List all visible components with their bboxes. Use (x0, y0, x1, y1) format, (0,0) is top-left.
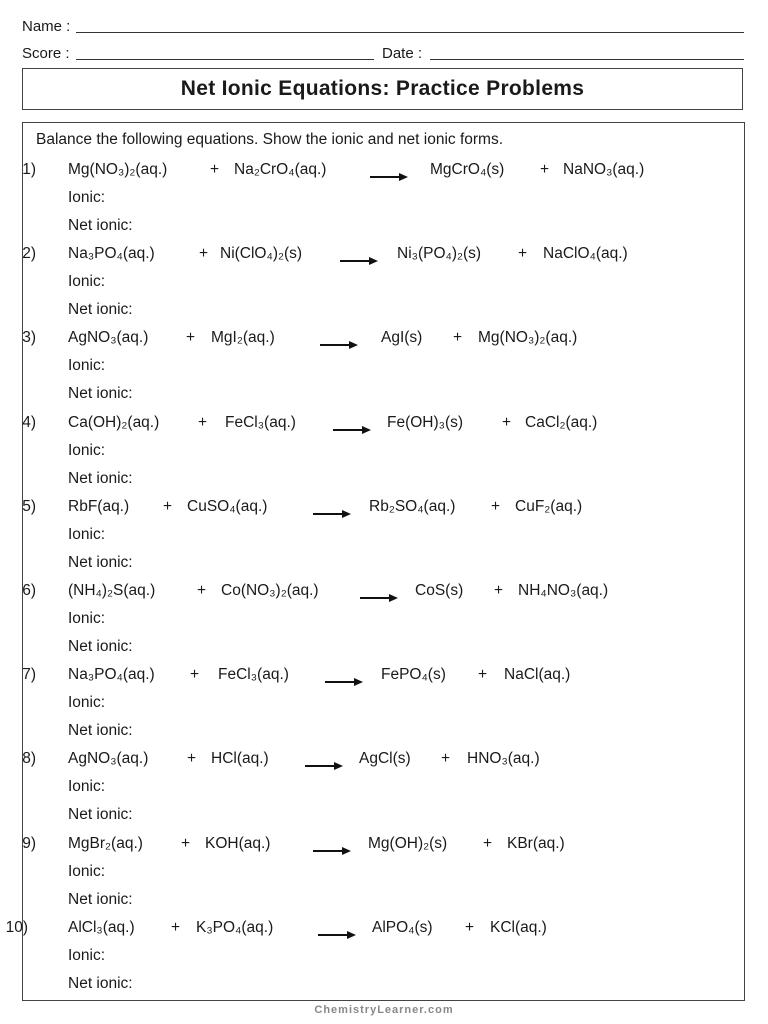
plus-sign: + (491, 498, 501, 515)
problem-number: 1) (22, 161, 36, 178)
product-2: Mg(NO₃)₂(aq.) (478, 329, 578, 346)
plus-sign: + (199, 245, 209, 262)
product-2: NaClO₄(aq.) (543, 245, 628, 262)
problem-6 (0, 582, 768, 666)
plus-sign: + (198, 414, 208, 431)
reactant-2: FeCl₃(aq.) (218, 666, 289, 683)
reactant-2: Na₂CrO₄(aq.) (234, 161, 327, 178)
net-ionic-label: Net ionic: (68, 975, 133, 992)
plus-sign: + (181, 835, 191, 852)
instructions: Balance the following equations. Show the ionic and net ionic forms. (36, 131, 504, 148)
right-arrow-icon (360, 589, 398, 607)
problem-7 (0, 666, 768, 750)
right-arrow-icon (305, 757, 343, 775)
plus-sign: + (465, 919, 475, 936)
problem-5 (0, 498, 768, 582)
ionic-label: Ionic: (68, 526, 106, 543)
right-arrow-icon (313, 842, 351, 860)
net-ionic-label: Net ionic: (68, 554, 133, 571)
problem-number: 8) (22, 750, 36, 767)
plus-sign: + (502, 414, 512, 431)
product-2: HNO₃(aq.) (467, 750, 540, 767)
ionic-label: Ionic: (68, 863, 106, 880)
date-line[interactable] (430, 59, 744, 60)
problem-number: 10) (5, 919, 28, 936)
product-2: CuF₂(aq.) (515, 498, 583, 515)
problem-3 (0, 329, 768, 413)
right-arrow-icon (320, 336, 358, 354)
reactant-1: MgBr₂(aq.) (68, 835, 143, 852)
problem-number: 6) (22, 582, 36, 599)
ionic-label: Ionic: (68, 442, 106, 459)
product-1: Rb₂SO₄(aq.) (369, 498, 456, 515)
reactant-1: RbF(aq.) (68, 498, 130, 515)
reactant-2: Ni(ClO₄)₂(s) (220, 245, 303, 262)
problem-number: 9) (22, 835, 36, 852)
title-box (22, 68, 743, 110)
product-2: KBr(aq.) (507, 835, 565, 852)
footer-credit: ChemistryLearner.com (314, 1004, 454, 1016)
product-1: AlPO₄(s) (372, 919, 433, 936)
right-arrow-icon (325, 673, 363, 691)
problem-8 (0, 750, 768, 834)
net-ionic-label: Net ionic: (68, 891, 133, 908)
problem-number: 4) (22, 414, 36, 431)
plus-sign: + (210, 161, 220, 178)
reactant-2: K₃PO₄(aq.) (196, 919, 274, 936)
reactant-1: Na₃PO₄(aq.) (68, 666, 155, 683)
plus-sign: + (483, 835, 493, 852)
reactant-2: FeCl₃(aq.) (225, 414, 296, 431)
net-ionic-label: Net ionic: (68, 301, 133, 318)
ionic-label: Ionic: (68, 694, 106, 711)
reactant-1: AlCl₃(aq.) (68, 919, 135, 936)
problem-10 (0, 919, 768, 1003)
ionic-label: Ionic: (68, 273, 106, 290)
plus-sign: + (453, 329, 463, 346)
right-arrow-icon (340, 252, 378, 270)
product-2: KCl(aq.) (490, 919, 547, 936)
reactant-2: KOH(aq.) (205, 835, 271, 852)
net-ionic-label: Net ionic: (68, 470, 133, 487)
net-ionic-label: Net ionic: (68, 217, 133, 234)
net-ionic-label: Net ionic: (68, 638, 133, 655)
problem-9 (0, 835, 768, 919)
product-1: Mg(OH)₂(s) (368, 835, 448, 852)
product-2: CaCl₂(aq.) (525, 414, 598, 431)
name-label: Name : (22, 18, 71, 35)
plus-sign: + (197, 582, 207, 599)
plus-sign: + (494, 582, 504, 599)
product-1: MgCrO₄(s) (430, 161, 505, 178)
score-label: Score : (22, 45, 70, 62)
reactant-1: Na₃PO₄(aq.) (68, 245, 155, 262)
problem-number: 5) (22, 498, 36, 515)
product-2: NH₄NO₃(aq.) (518, 582, 609, 599)
problem-number: 3) (22, 329, 36, 346)
plus-sign: + (190, 666, 200, 683)
right-arrow-icon (370, 168, 408, 186)
reactant-1: (NH₄)₂S(aq.) (68, 582, 156, 599)
reactant-2: HCl(aq.) (211, 750, 269, 767)
product-1: AgI(s) (381, 329, 423, 346)
ionic-label: Ionic: (68, 778, 106, 795)
plus-sign: + (187, 750, 197, 767)
problem-number: 7) (22, 666, 36, 683)
reactant-1: Mg(NO₃)₂(aq.) (68, 161, 168, 178)
date-label: Date : (382, 45, 423, 62)
right-arrow-icon (313, 505, 351, 523)
ionic-label: Ionic: (68, 189, 106, 206)
plus-sign: + (441, 750, 451, 767)
name-line[interactable] (76, 32, 744, 33)
product-1: Ni₃(PO₄)₂(s) (397, 245, 482, 262)
problem-1 (0, 161, 768, 245)
net-ionic-label: Net ionic: (68, 722, 133, 739)
reactant-1: AgNO₃(aq.) (68, 329, 149, 346)
plus-sign: + (163, 498, 173, 515)
net-ionic-label: Net ionic: (68, 806, 133, 823)
product-1: Fe(OH)₃(s) (387, 414, 464, 431)
product-2: NaCl(aq.) (504, 666, 571, 683)
problem-2 (0, 245, 768, 329)
product-2: NaNO₃(aq.) (563, 161, 645, 178)
plus-sign: + (518, 245, 528, 262)
ionic-label: Ionic: (68, 610, 106, 627)
problem-4 (0, 414, 768, 498)
right-arrow-icon (333, 421, 371, 439)
reactant-2: Co(NO₃)₂(aq.) (221, 582, 319, 599)
product-1: AgCl(s) (359, 750, 411, 767)
reactant-2: CuSO₄(aq.) (187, 498, 268, 515)
reactant-1: Ca(OH)₂(aq.) (68, 414, 160, 431)
page-title: Net Ionic Equations: Practice Problems (180, 77, 585, 100)
plus-sign: + (540, 161, 550, 178)
ionic-label: Ionic: (68, 947, 106, 964)
plus-sign: + (478, 666, 488, 683)
reactant-2: MgI₂(aq.) (211, 329, 275, 346)
product-1: FePO₄(s) (381, 666, 446, 683)
reactant-1: AgNO₃(aq.) (68, 750, 149, 767)
right-arrow-icon (318, 926, 356, 944)
score-line[interactable] (76, 59, 374, 60)
product-1: CoS(s) (415, 582, 464, 599)
ionic-label: Ionic: (68, 357, 106, 374)
net-ionic-label: Net ionic: (68, 385, 133, 402)
plus-sign: + (186, 329, 196, 346)
problem-number: 2) (22, 245, 36, 262)
plus-sign: + (171, 919, 181, 936)
